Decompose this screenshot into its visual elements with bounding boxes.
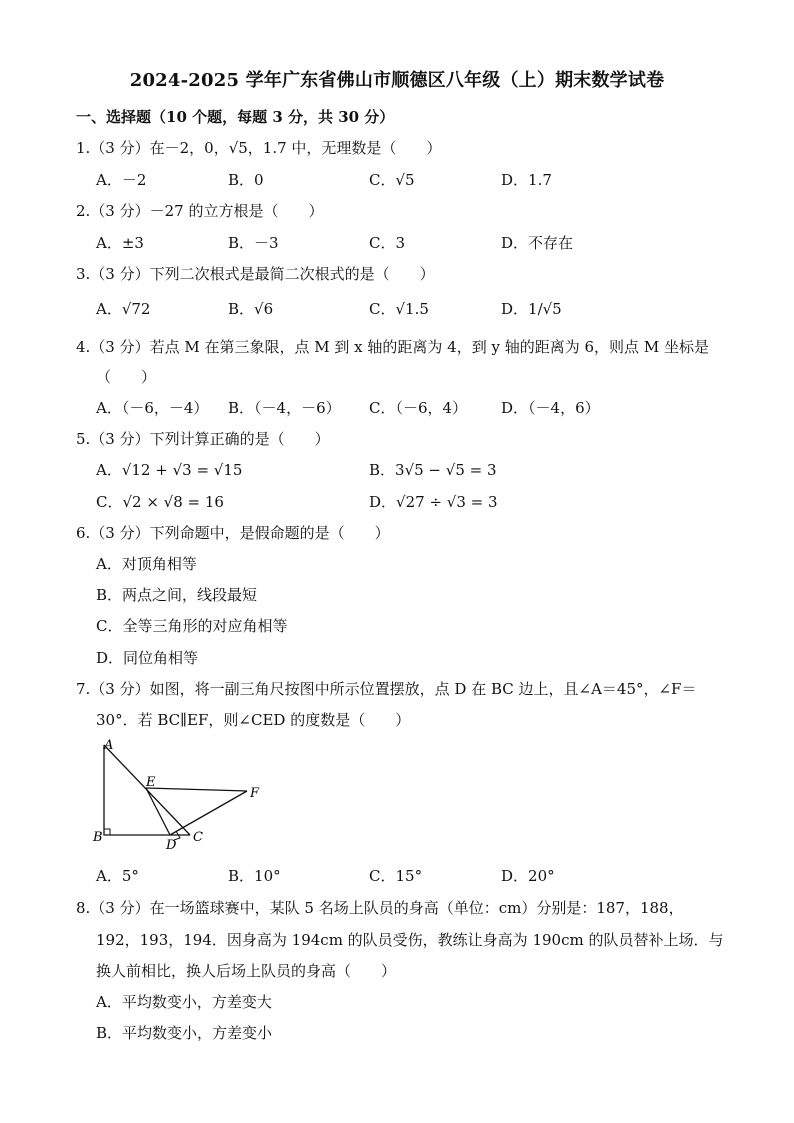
q8-option-b: B．平均数变小，方差变小 [96, 1024, 273, 1042]
label-d: D [166, 838, 177, 850]
q7-option-a: A．5° [96, 867, 139, 885]
right-angle-b [104, 829, 110, 835]
label-b: B [93, 830, 103, 845]
label-a: A [104, 738, 114, 753]
segment-ef [146, 788, 247, 791]
label-c: C [193, 830, 203, 845]
segment-df [170, 791, 247, 835]
section-heading: 一、选择题（10 个题，每题 3 分，共 30 分） [76, 108, 395, 126]
q2-option-d: D．不存在 [501, 234, 574, 252]
question-7-stem-line1: 7.（3 分）如图，将一副三角尺按图中所示位置摆放，点 D 在 BC 边上，且∠A＝45°，∠F＝ [76, 680, 697, 698]
q6-option-c: C．全等三角形的对应角相等 [96, 617, 288, 635]
q1-option-b: B．0 [228, 171, 264, 189]
q1-option-d: D．1.7 [501, 171, 552, 189]
q5-option-a: A．√12 + √3 = √15 [96, 461, 243, 479]
q1-option-a: A．－2 [96, 171, 147, 189]
q4-option-d: D．（－4，6） [501, 399, 600, 417]
q2-option-a: A．±3 [96, 234, 144, 252]
q4-option-c: C．（－6，4） [369, 399, 468, 417]
question-8-stem-line3: 换人前相比，换人后场上队员的身高（ ） [96, 962, 397, 980]
q7-option-c: C．15° [369, 867, 423, 885]
question-5-stem: 5.（3 分）下列计算正确的是（ ） [76, 430, 330, 448]
q6-option-d: D．同位角相等 [96, 649, 199, 667]
q6-option-b: B．两点之间，线段最短 [96, 586, 258, 604]
q4-option-a: A．（－6，－4） [96, 399, 209, 417]
q2-option-b: B．－3 [228, 234, 279, 252]
question-4-stem: 4.（3 分）若点 M 在第三象限，点 M 到 x 轴的距离为 4，到 y 轴的距离为 6，则点 M 坐标是 [76, 338, 709, 356]
question-2-stem: 2.（3 分）－27 的立方根是（ ） [76, 202, 324, 220]
q3-option-c: C．√1.5 [369, 300, 429, 318]
q3-option-d: D．1/√5 [501, 300, 562, 318]
q5-option-c: C．√2 × √8 = 16 [96, 493, 224, 511]
q1-option-c: C．√5 [369, 171, 415, 189]
q6-option-a: A．对顶角相等 [96, 555, 197, 573]
question-4-paren: （ ） [96, 368, 157, 386]
q5-option-b: B．3√5 − √5 = 3 [369, 461, 497, 479]
exam-title: 2024-2025 学年广东省佛山市顺德区八年级（上）期末数学试卷 [129, 70, 665, 91]
q3-option-b: B．√6 [228, 300, 274, 318]
q4-option-b: B．（－4，－6） [228, 399, 341, 417]
q8-option-a: A．平均数变小，方差变大 [96, 993, 272, 1011]
question-8-stem-line1: 8.（3 分）在一场篮球赛中，某队 5 名场上队员的身高（单位：cm）分别是：187，188， [76, 899, 684, 917]
segment-ed [146, 788, 170, 835]
question-1-stem: 1.（3 分）在－2，0，√5，1.7 中，无理数是（ ） [76, 139, 442, 157]
q5-option-d: D．√27 ÷ √3 = 3 [369, 493, 498, 511]
question-6-stem: 6.（3 分）下列命题中，是假命题的是（ ） [76, 524, 390, 542]
label-f: F [250, 786, 260, 801]
question-7-stem-line2: 30°．若 BC∥EF，则∠CED 的度数是（ ） [96, 711, 411, 729]
q2-option-c: C．3 [369, 234, 406, 252]
q7-option-b: B．10° [228, 867, 281, 885]
question-3-stem: 3.（3 分）下列二次根式是最简二次根式的是（ ） [76, 265, 435, 283]
q7-option-d: D．20° [501, 867, 555, 885]
triangle-figure [90, 735, 270, 850]
question-8-stem-line2: 192，193，194．因身高为 194cm 的队员受伤，教练让身高为 190cm 的队员替补上场．与 [96, 931, 724, 949]
q3-option-a: A．√72 [96, 300, 151, 318]
label-e: E [146, 775, 156, 790]
